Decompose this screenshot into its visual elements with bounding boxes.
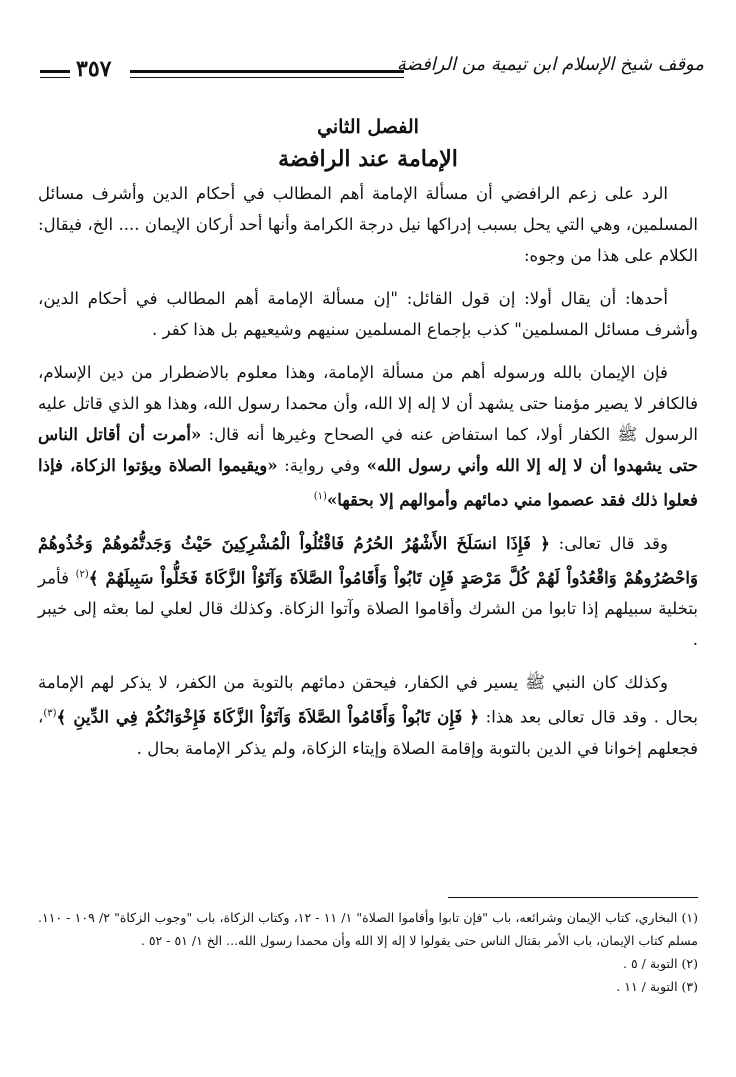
paragraph-3 (38, 357, 698, 516)
footnote-divider (448, 897, 698, 898)
hadith-2: «ويقيموا الصلاة ويؤتوا الزكاة، فإذا فعلوا ذلك فقد عصموا مني دمائهم وأموالهم إلا بحقها» (38, 455, 698, 510)
paragraph-4 (38, 528, 698, 656)
paragraph-5 (38, 667, 698, 764)
page-number: ٣٥٧ (76, 56, 112, 82)
paragraph-2: أحدها: أن يقال أولا: إن قول القائل: "إن مسألة الإمامة أهم المطالب في أحكام الدين، وأشرف مسائل المسلمين" كذب بإجماع المسلمين سنيهم وشيعيهم بل هذا كفر . (38, 289, 698, 339)
header-rule-short (40, 70, 70, 78)
footnote-ref-3: (٣) (43, 708, 57, 720)
paragraph-5-tail: ، فجعلهم إخوانا في الدين بالتوبة وإقامة الصلاة وإيتاء الزكاة، ولم يذكر الإمامة بحال . (38, 707, 698, 758)
paragraph-3-text: فإن الإيمان بالله ورسوله أهم من مسألة الإمامة، وهذا معلوم بالاضطرار من دين الإسلام، فالكافر لا يصير مؤمنا حتى يشهد أن لا إله إلا الله، وأن محمدا رسول الله، وهذا هو الذي قاتل عليه الرسول ﷺ الكفار أولا، كما استفاض عنه في الصحاح وغيرها أنه قال: (38, 363, 698, 444)
footnote-2: (٢) التوبة / ٥ . (623, 956, 698, 971)
footnote-ref-2: (٢) (75, 568, 89, 580)
footnote-1: (١) البخاري، كتاب الإيمان وشرائعه، باب "فإن تابوا وأقاموا الصلاة" ١/ ١١ - ١٢، وكتاب الزكاة، باب "وجوب الزكاة" ٢/ ١٠٩ - ١١٠. مسلم كتاب الإيمان، باب الأمر بقتال الناس حتى يقولوا لا إله إلا الله وأن محمدا رسول الله... الخ ١/ ٥١ - ٥٢ . (38, 910, 699, 948)
paragraph-5-lead: وكذلك كان النبي ﷺ يسير في الكفار، فيحقن دمائهم بالتوبة من الكفر، لا يذكر لهم الإمامة بحال . وقد قال تعالى بعد هذا: (38, 673, 698, 727)
running-header (40, 52, 704, 92)
hadith-connector: وفي رواية: (284, 456, 361, 475)
footnotes (38, 906, 698, 998)
header-rule (130, 70, 404, 78)
quran-verse-1: ﴿ فَإِذَا انسَلَخَ الأَشْهُرُ الحُرُمُ فَاقْتُلُواْ الْمُشْرِكِينَ حَيْثُ وَجَدتُّمُوهُمْ وَخُذُوهُمْ وَاحْصُرُوهُمْ وَاقْعُدُواْ لَهُمْ كُلَّ مَرْصَدٍ فَإِن تَابُواْ وَأَقَامُواْ الصَّلاَةَ وَآتَوُاْ الزَّكَاةَ فَخَلُّواْ سَبِيلَهُمْ ﴾ (38, 532, 698, 588)
hadith-1: «أمرت أن أقاتل الناس حتى يشهدوا أن لا إله إلا الله وأني رسول الله» (38, 424, 699, 475)
paragraph-4-tail: فأمر بتخلية سبيلهم إذا تابوا من الشرك وأقاموا الصلاة وآتوا الزكاة. وكذلك قال لعلي لما بعثه إلى خيبر . (38, 568, 698, 650)
paragraph-4-lead: وقد قال تعالى: (558, 533, 668, 553)
footnote-ref-1: (١) (313, 491, 327, 502)
section-title: الإمامة عند الرافضة (278, 146, 458, 172)
chapter-title: الفصل الثاني (317, 116, 419, 138)
footnote-3: (٣) التوبة / ١١ . (616, 979, 698, 994)
paragraph-1: الرد على زعم الرافضي أن مسألة الإمامة أهم المطالب في أحكام الدين وأشرف مسائل المسلمين، وهي التي يحل بسبب إدراكها نيل درجة الكرامة وأنها أحد أركان الإيمان .... الخ، فيقال: الكلام على هذا من وجوه: (38, 184, 698, 265)
quran-verse-2: ﴿ فَإِن تَابُواْ وَأَقَامُواْ الصَّلاَةَ وَآتَوُاْ الزَّكَاةَ فَإِخْوَانُكُمْ فِي الدِّينِ ﴾ (56, 706, 480, 727)
running-title: موقف شيخ الإسلام ابن تيمية من الرافضة (396, 54, 704, 75)
main-text (38, 112, 698, 776)
